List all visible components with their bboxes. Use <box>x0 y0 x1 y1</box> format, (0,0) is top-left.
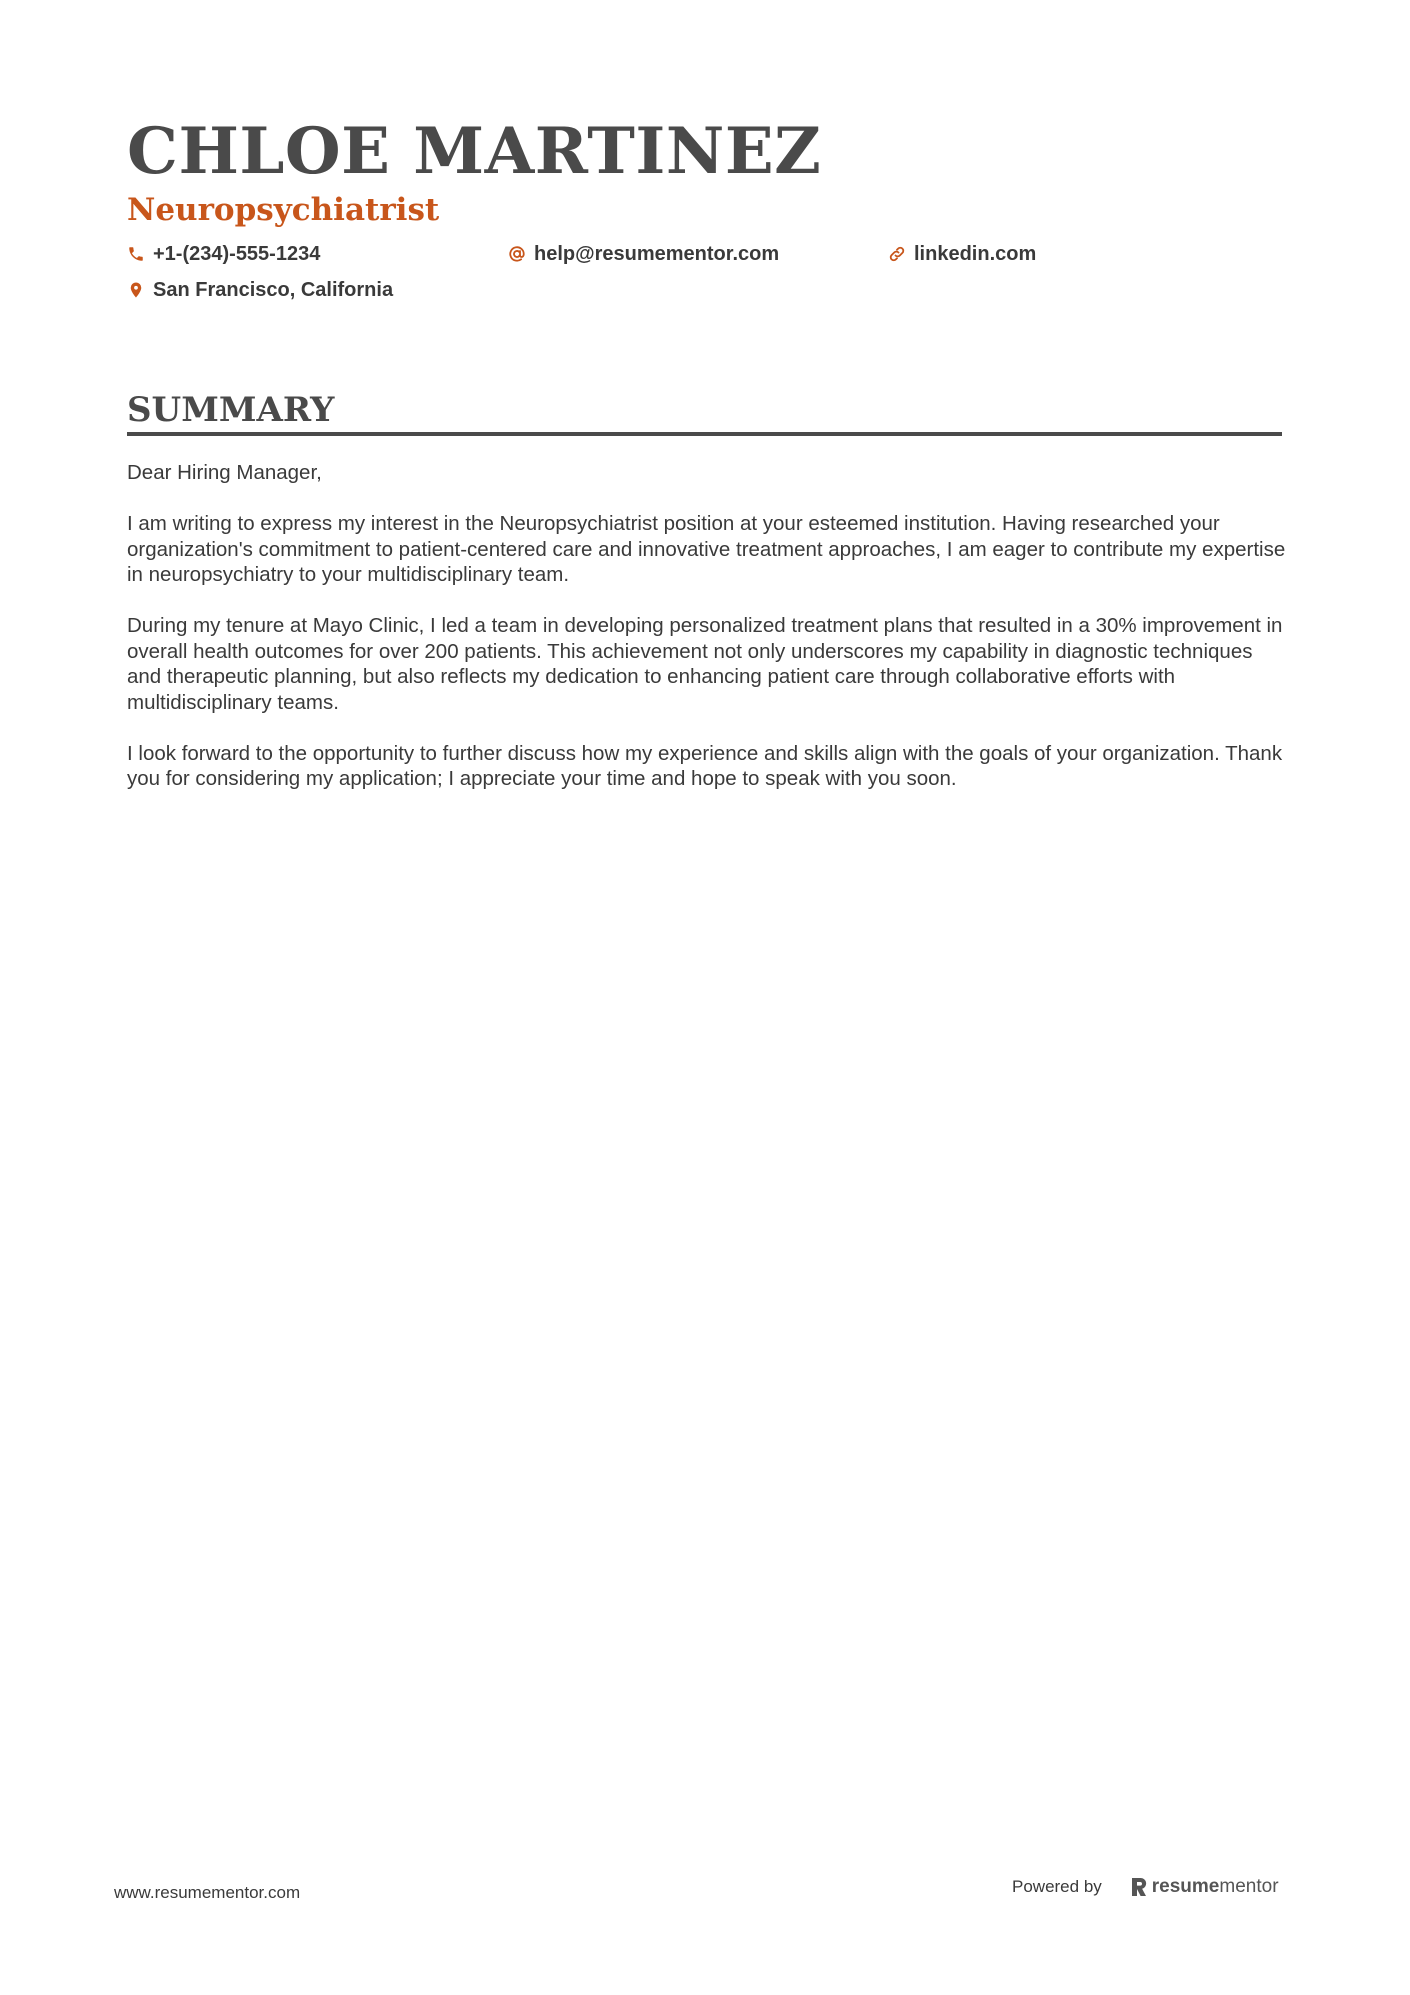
summary-heading: SUMMARY <box>127 390 335 430</box>
at-sign-icon <box>508 245 526 263</box>
link-text[interactable]: linkedin.com <box>914 243 1037 265</box>
brand-name <box>1152 1876 1279 1898</box>
link-icon <box>888 245 906 263</box>
letter-paragraph: During my tenure at Mayo Clinic, I led a team in developing personalized treatment plans that resulted in a 30% improvement in overall health outcomes for over 200 patients. This achievement not only underscores my capability in diagnostic techniques and therapeutic planning, but also reflects my dedication to enhancing patient care through collaborative efforts with multidisciplinary teams. <box>127 614 1283 714</box>
location-text: San Francisco, California <box>153 279 394 301</box>
email-text[interactable]: help@resumementor.com <box>534 243 780 265</box>
footer-website[interactable]: www.resumementor.com <box>114 1883 301 1902</box>
footer-powered-by <box>1012 1876 1279 1898</box>
contact-email[interactable] <box>508 240 779 268</box>
cover-letter-body <box>127 460 1287 817</box>
letter-paragraph: I look forward to the opportunity to further discuss how my experience and skills align with the goals of your organization. Thank you for considering my application; I appreciate your time and hope to speak with you soon. <box>127 741 1283 790</box>
contact-phone <box>127 240 320 268</box>
brand-name-part1: resume <box>1151 1876 1220 1897</box>
contact-location <box>127 276 393 304</box>
powered-by-text: Powered by <box>1012 1877 1102 1896</box>
contact-link[interactable] <box>888 240 1036 268</box>
job-title: Neuropsychiatrist <box>127 192 440 228</box>
brand-name-part2: mentor <box>1219 1876 1279 1897</box>
brand-logo[interactable] <box>1130 1876 1279 1898</box>
letter-paragraph: I am writing to express my interest in the Neuropsychiatrist position at your esteemed institution. Having researched your organization's commitment to patient-centered care and innovative treatment approaches, I am eager to contribute my expertise in neuropsychiatry to your multidisciplinary team. <box>127 512 1286 586</box>
phone-icon <box>127 245 145 263</box>
brand-mark-icon <box>1130 1877 1148 1897</box>
location-pin-icon <box>127 281 145 299</box>
letter-salutation: Dear Hiring Manager, <box>127 461 322 484</box>
section-divider <box>127 432 1282 436</box>
candidate-name: CHLOE MARTINEZ <box>127 114 822 189</box>
phone-text: +1-(234)-555-1234 <box>153 243 321 265</box>
